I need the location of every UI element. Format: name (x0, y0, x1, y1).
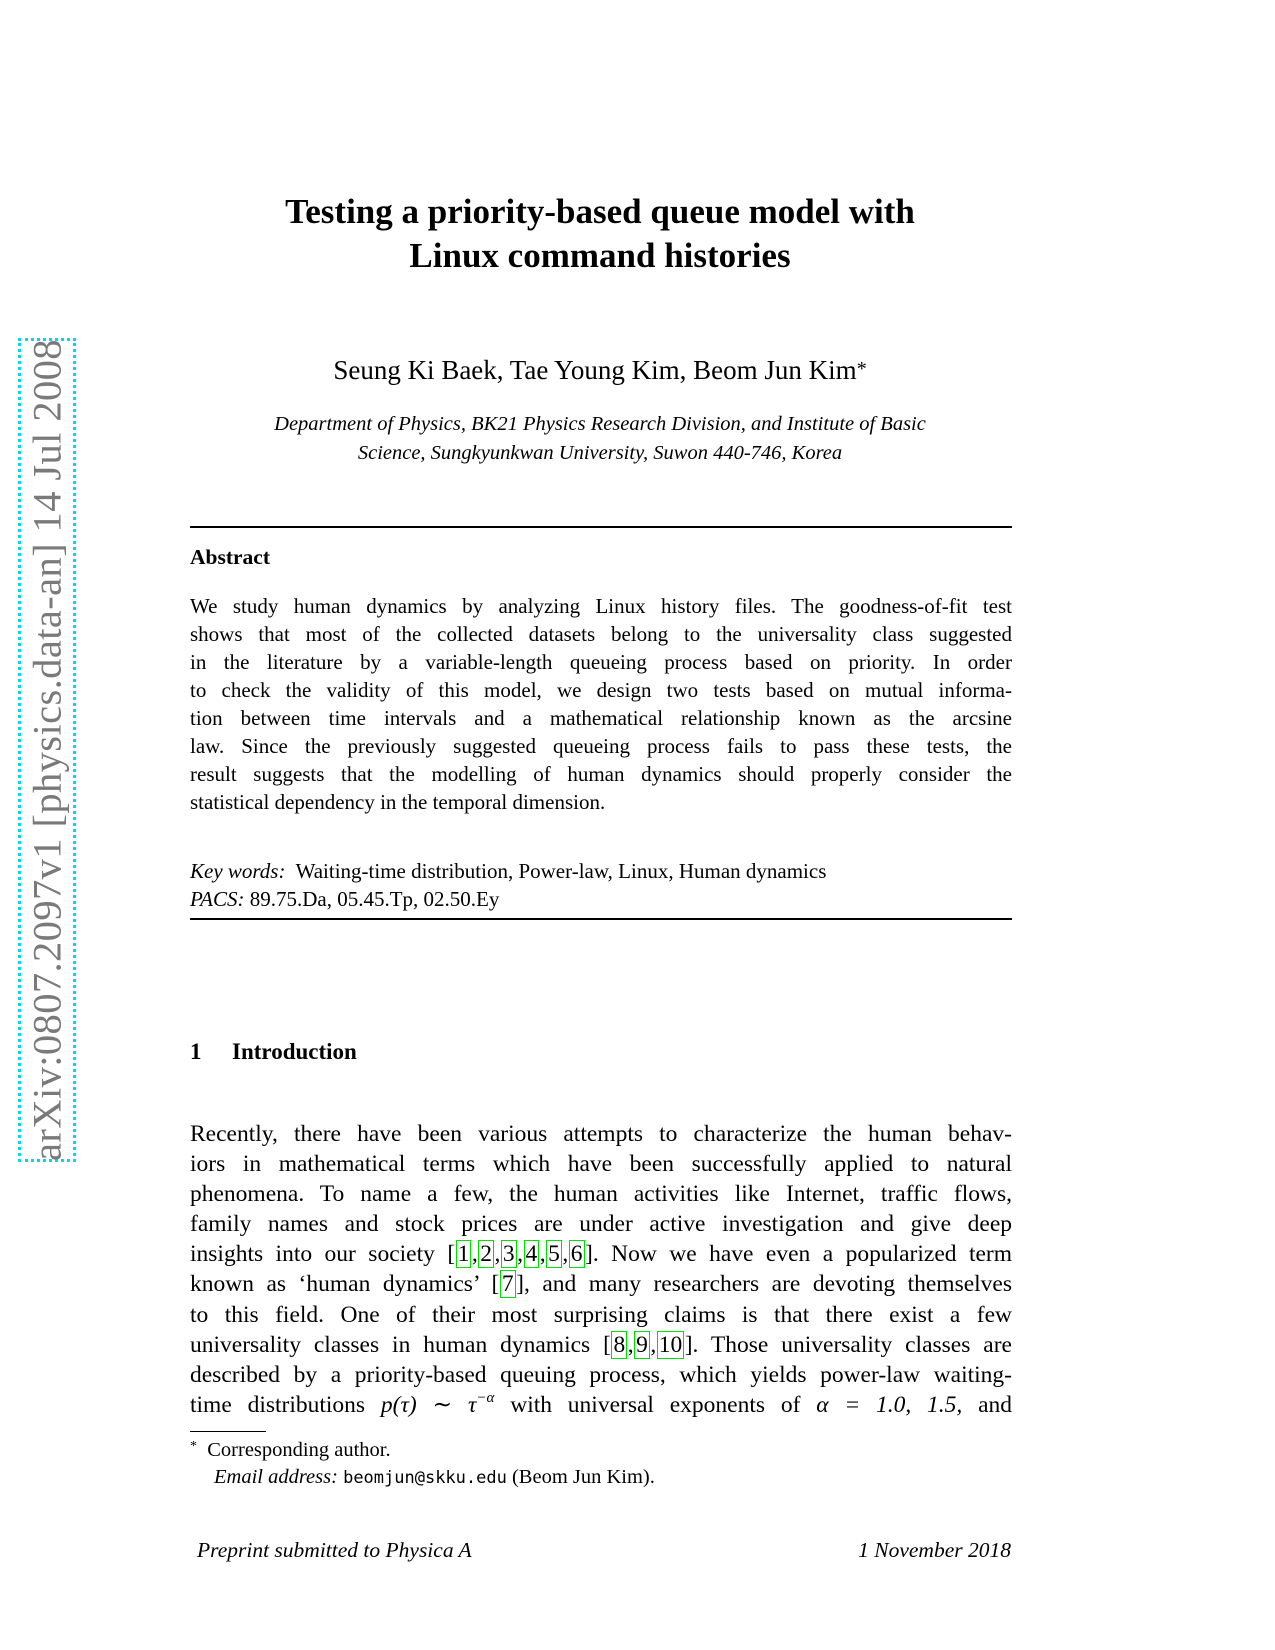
intro-text: time distributions (190, 1391, 366, 1418)
title-line-1: Testing a priority-based queue model with (285, 192, 915, 231)
citation-link[interactable]: 8 (613, 1331, 626, 1358)
affiliation (190, 410, 1010, 468)
footnote-line-1 (190, 1437, 655, 1464)
abstract-text (190, 592, 1012, 816)
citation-link[interactable]: 10 (658, 1331, 683, 1358)
intro-line: family names and stock prices are under active investigation and give deep (190, 1211, 1012, 1238)
footnote-text: Corresponding author. (207, 1439, 391, 1461)
pacs-line (190, 885, 1012, 913)
footnote-mark: * (190, 1439, 197, 1454)
footnote (190, 1437, 655, 1492)
email-label: Email address: (214, 1466, 338, 1488)
pacs-value: 89.75.Da, 05.45.Tp, 02.50.Ey (249, 887, 500, 911)
abstract-heading: Abstract (190, 545, 271, 569)
authors (200, 353, 1000, 390)
intro-line: phenomena. To name a few, the human activities like Internet, traffic flows, (190, 1181, 1012, 1208)
abstract-line: tion between time intervals and a mathematical relationship known as the arcsine (190, 706, 1012, 730)
abstract-line: to check the validity of this model, we design two tests based on mutual informa- (190, 678, 1012, 702)
citation-link[interactable]: 2 (480, 1241, 493, 1268)
corresponding-mark: * (856, 358, 867, 380)
section-title: Introduction (232, 1039, 357, 1064)
math-alpha: α = 1.0, 1.5, (816, 1391, 963, 1418)
abstract-line: law. Since the previously suggested queueing process fails to pass these tests, the (190, 734, 1012, 758)
intro-text: insights into our society (190, 1241, 435, 1268)
abstract-line: We study human dynamics by analyzing Linux history files. The goodness-of-fit test (190, 594, 1012, 618)
math-expression (380, 1389, 495, 1418)
affiliation-line-1: Department of Physics, BK21 Physics Research Division, and Institute of Basic (274, 413, 926, 435)
citation-link[interactable]: 9 (636, 1331, 648, 1358)
intro-line (190, 1390, 1012, 1420)
intro-text: . Now we have even a popularized term (592, 1241, 1013, 1268)
arxiv-identifier: arXiv:0807.2097v1 [physics.data-an] 14 Jul 2008 (24, 339, 70, 1161)
citation-link[interactable]: 6 (570, 1241, 583, 1268)
bottom-rule (190, 918, 1012, 920)
top-rule (190, 526, 1012, 528)
intro-line: to this field. One of their most surprising claims is that there exist a few (190, 1301, 1012, 1328)
introduction-text (190, 1119, 1012, 1420)
pacs-label: PACS: (190, 887, 245, 911)
intro-line: described by a priority-based queuing process, which yields power-law waiting- (190, 1361, 1012, 1388)
citation-link[interactable]: 3 (502, 1241, 515, 1268)
math-exponent: −α (476, 1389, 495, 1406)
intro-text: with universal exponents of (510, 1391, 801, 1418)
abstract-line: shows that most of the collected datasets belong to the universality class suggested (190, 622, 1012, 646)
keywords-line (190, 857, 1012, 885)
author-names: Seung Ki Baek, Tae Young Kim, Beom Jun Kim (333, 355, 857, 385)
intro-line: known as ‘human dynamics’ [ 7 ], and many researchers are devoting themselves (190, 1271, 1013, 1298)
intro-text: universality classes in human dynamics (190, 1331, 591, 1358)
date-note: 1 November 2018 (858, 1538, 1011, 1562)
keywords-block (190, 857, 1012, 913)
intro-text: . Those universality classes are (692, 1331, 1012, 1358)
intro-line: iors in mathematical terms which have been successfully applied to natural (190, 1151, 1012, 1178)
intro-line: Recently, there have been various attempts to characterize the human behav- (190, 1121, 1012, 1147)
intro-text: and (978, 1391, 1013, 1418)
section-heading (190, 1038, 357, 1066)
citation-link[interactable]: 1 (457, 1241, 470, 1268)
email-suffix: (Beom Jun Kim). (511, 1466, 655, 1488)
footnote-line-2 (190, 1464, 655, 1492)
keywords-value: Waiting-time distribution, Power-law, Linux, Human dynamics (295, 859, 827, 883)
citation-link[interactable]: 7 (501, 1271, 514, 1298)
math-base: p(τ) ∼ τ (380, 1391, 477, 1418)
citation-link[interactable]: 4 (525, 1241, 538, 1268)
preprint-note: Preprint submitted to Physica A (197, 1538, 472, 1562)
affiliation-line-2: Science, Sungkyunkwan University, Suwon 440-746, Korea (357, 442, 843, 464)
paper-title (190, 190, 1010, 278)
intro-line: universality classes in human dynamics [ 8 , 9 , 10 ]. Those universality classes are (190, 1331, 1012, 1358)
citation-link[interactable]: 5 (548, 1241, 560, 1268)
abstract-line: statistical dependency in the temporal dimension. (190, 790, 606, 814)
email-link[interactable]: beomjun@skku.edu (343, 1468, 507, 1488)
intro-text: , and many researchers are devoting themselves (523, 1271, 1013, 1298)
intro-text: known as ‘human dynamics’ (190, 1271, 480, 1298)
section-number: 1 (190, 1039, 202, 1064)
abstract-line: in the literature by a variable-length queueing process based on priority. In order (190, 650, 1012, 674)
keywords-label: Key words: (190, 859, 286, 883)
footnote-rule (190, 1431, 266, 1432)
intro-line: insights into our society [ 1 , 2 , 3 , 4 , 5 , 6 ]. Now we have even a popularized term (190, 1241, 1013, 1268)
abstract-line: result suggests that the modelling of human dynamics should properly consider the (190, 762, 1012, 786)
title-line-2: Linux command histories (409, 236, 791, 275)
